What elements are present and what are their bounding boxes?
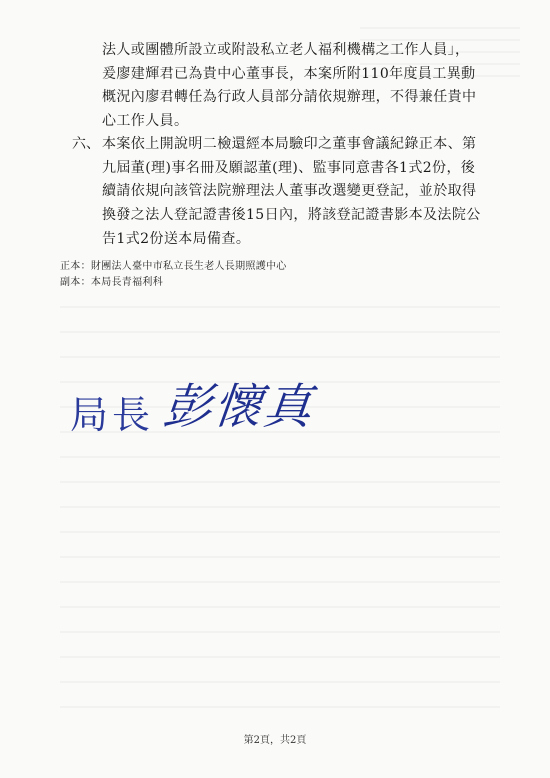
- page-number: 第2頁，共2頁: [243, 735, 307, 746]
- director-signature: [60, 358, 360, 438]
- body-line: 續請依規向該管法院辦理法人董事改選變更登記，並於取得: [102, 183, 477, 199]
- signature-title: 局長: [70, 393, 155, 437]
- body-line: 換發之法人登記證書後15日內，將該登記證書影本及法院公: [102, 207, 481, 223]
- body-line: 法人或團體所設立或附設私立老人福利機構之工作人員」，: [102, 42, 470, 58]
- body-line: 告1式2份送本局備查。: [102, 231, 251, 247]
- body-line: 爰廖建輝君已為貴中心董事長，本案所附110年度員工異動: [102, 66, 476, 82]
- body-line: 概況內廖君轉任為行政人員部分請依規辦理，不得兼任貴中: [102, 89, 477, 105]
- original-recipient: 正本：財團法人臺中市私立長生老人長期照護中心: [60, 261, 287, 272]
- signature-name: 彭懷真: [160, 379, 317, 435]
- body-line: 心工作人員。: [102, 113, 189, 129]
- body-line: 本案依上開說明二檢還經本局驗印之董事會議紀錄正本、第: [102, 136, 477, 152]
- copy-recipient: 副本：本局長青福利科: [60, 277, 163, 288]
- item-6-label: 六、: [72, 136, 100, 152]
- bleed-through-texture: [60, 292, 500, 712]
- body-line: 九屆董(理)事名冊及願認董(理)、監事同意書各1式2份，後: [102, 160, 476, 176]
